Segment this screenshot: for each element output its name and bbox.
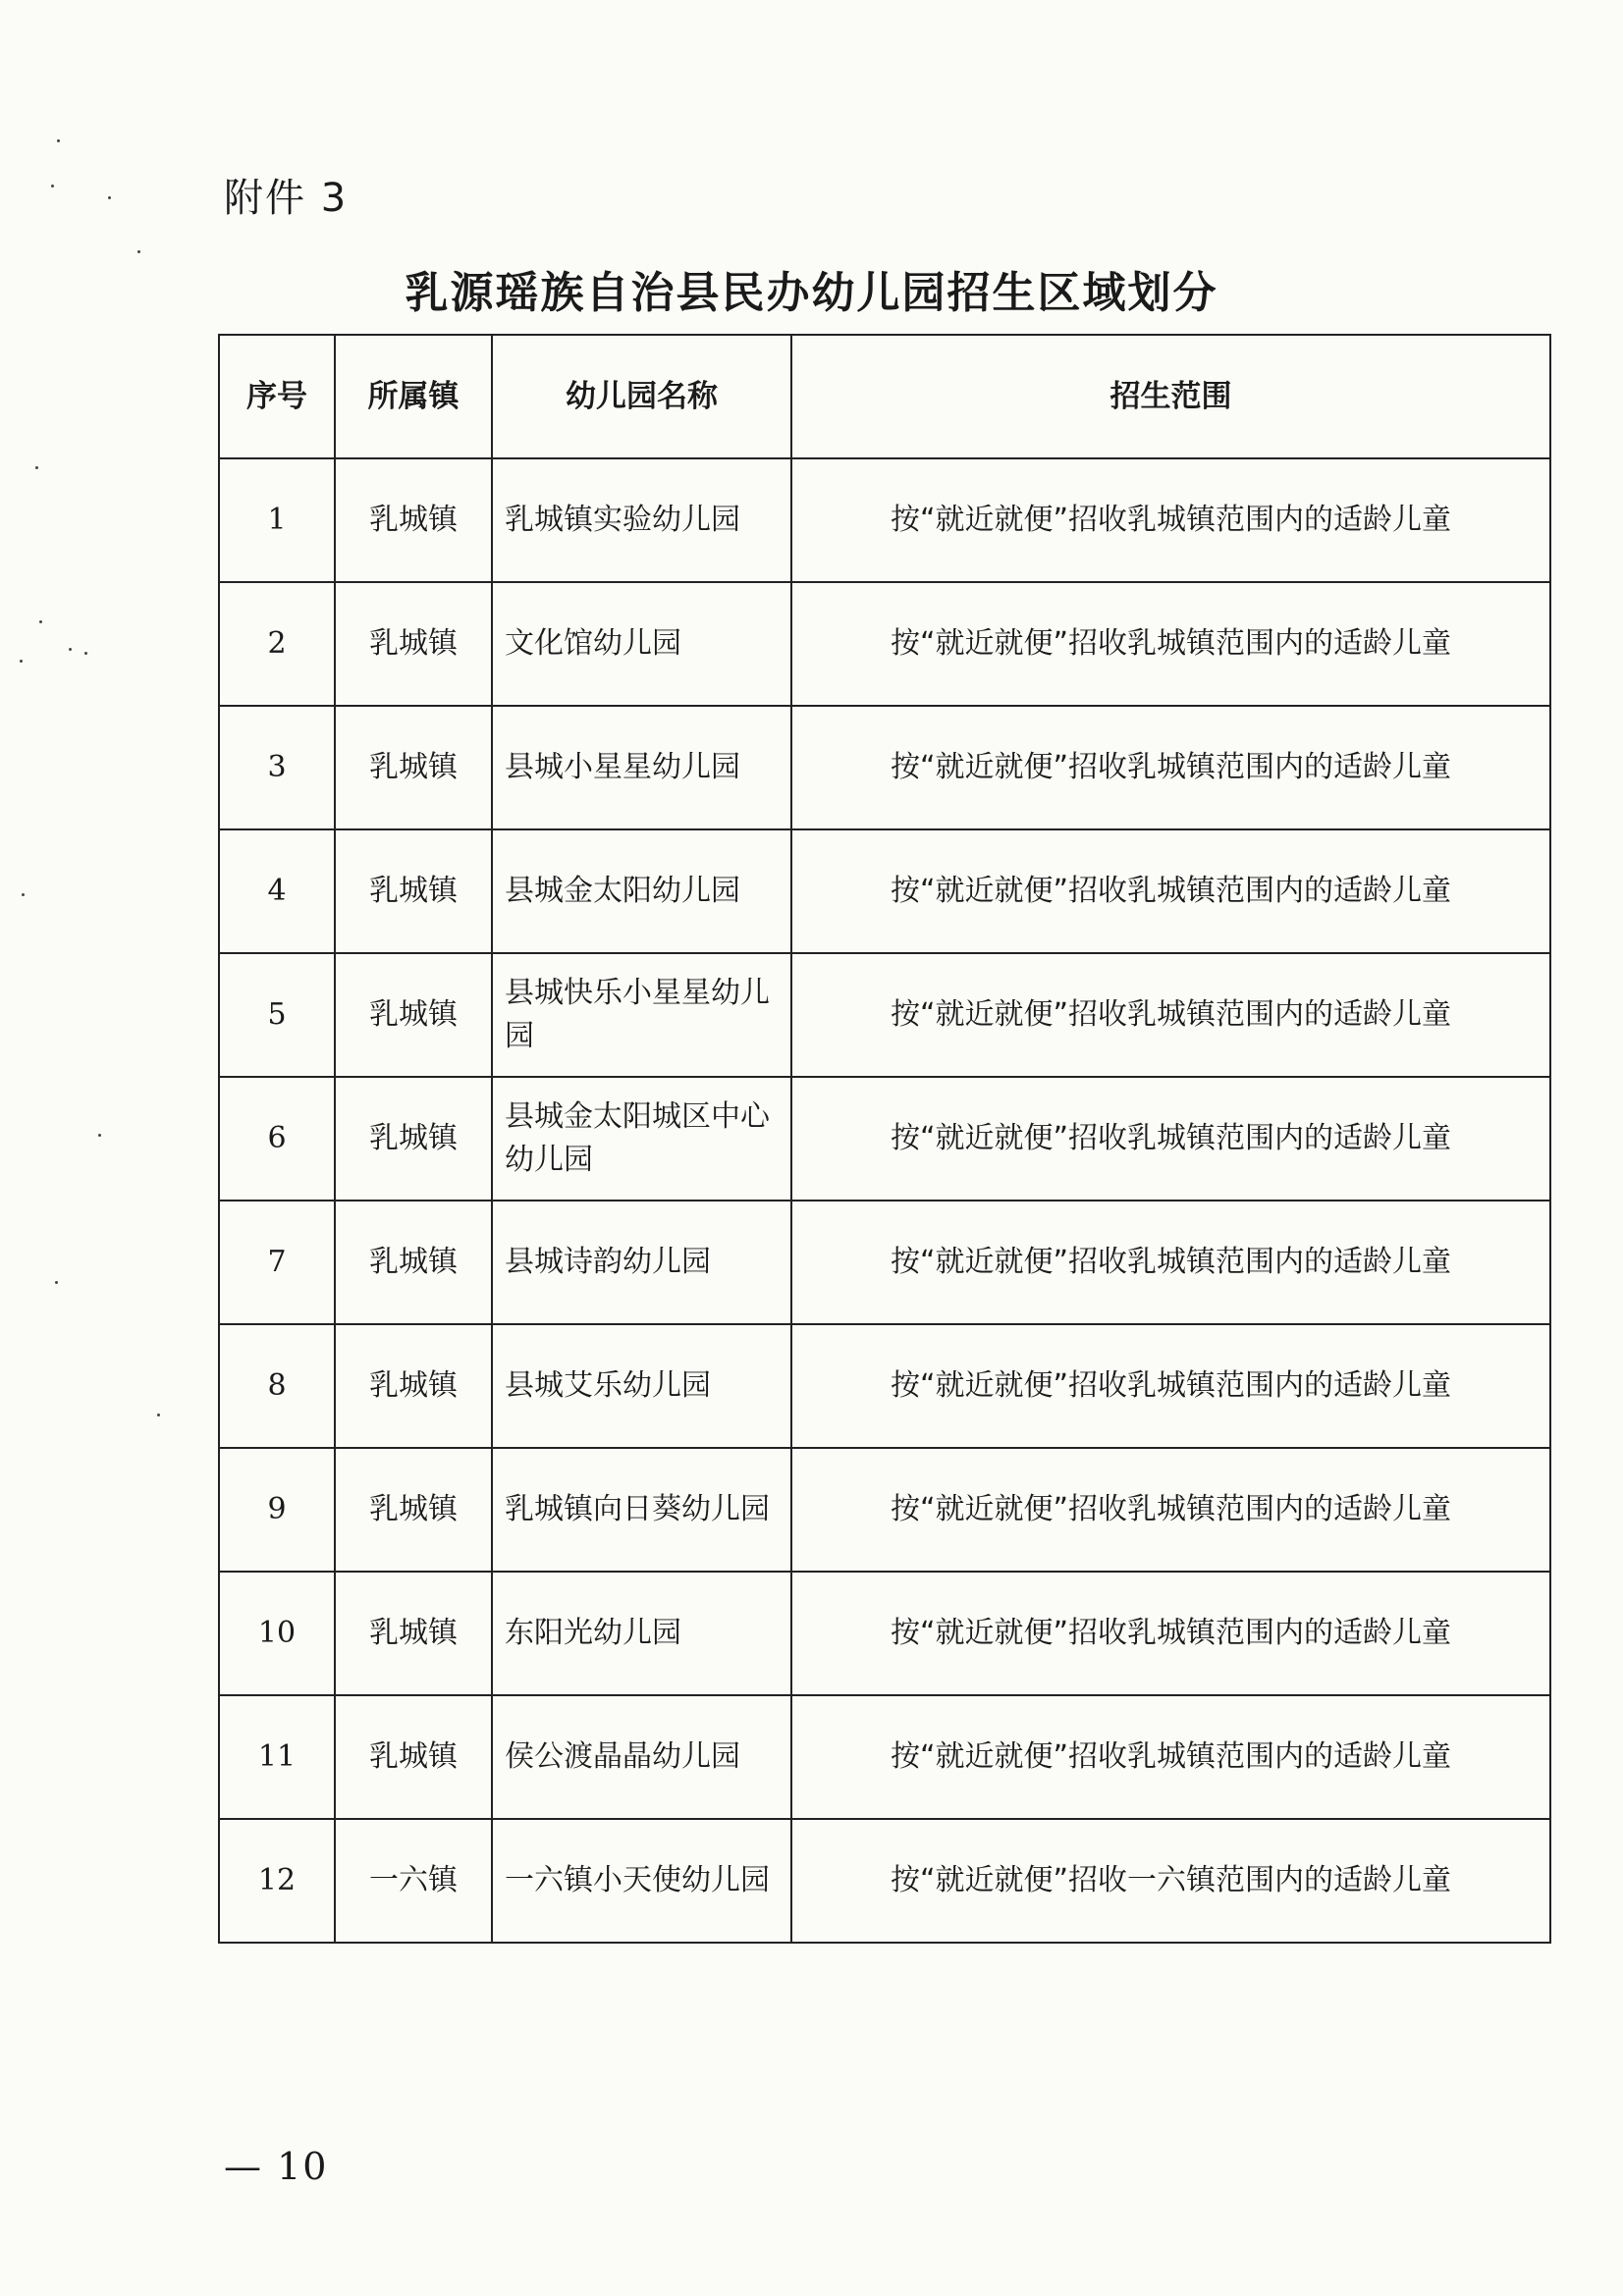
row-town: 一六镇 [335, 1819, 492, 1943]
row-serial-number: 12 [219, 1819, 335, 1943]
row-enrollment-scope: 按“就近就便”招收乳城镇范围内的适龄儿童 [791, 582, 1550, 706]
row-kindergarten-name: 乳城镇向日葵幼儿园 [492, 1448, 791, 1572]
row-kindergarten-name: 县城诗韵幼儿园 [492, 1201, 791, 1324]
header-kindergarten-name: 幼儿园名称 [492, 335, 791, 458]
row-kindergarten-name: 乳城镇实验幼儿园 [492, 458, 791, 582]
row-kindergarten-name: 侯公渡晶晶幼儿园 [492, 1695, 791, 1819]
scan-speck [69, 648, 72, 651]
row-enrollment-scope: 按“就近就便”招收乳城镇范围内的适龄儿童 [791, 1695, 1550, 1819]
scan-speck [98, 1134, 101, 1137]
row-enrollment-scope: 按“就近就便”招收乳城镇范围内的适龄儿童 [791, 458, 1550, 582]
row-town: 乳城镇 [335, 1695, 492, 1819]
row-town: 乳城镇 [335, 1201, 492, 1324]
row-serial-number: 11 [219, 1695, 335, 1819]
row-serial-number: 8 [219, 1324, 335, 1448]
row-serial-number: 9 [219, 1448, 335, 1572]
table-row [219, 1324, 1550, 1448]
row-kindergarten-name: 东阳光幼儿园 [492, 1572, 791, 1695]
row-kindergarten-name: 县城金太阳城区中心幼儿园 [492, 1077, 791, 1201]
table-body [219, 458, 1550, 1943]
row-town: 乳城镇 [335, 1448, 492, 1572]
row-serial-number: 6 [219, 1077, 335, 1201]
row-kindergarten-name: 县城艾乐幼儿园 [492, 1324, 791, 1448]
row-town: 乳城镇 [335, 1324, 492, 1448]
scan-speck [51, 185, 54, 187]
scan-speck [137, 250, 140, 253]
row-enrollment-scope: 按“就近就便”招收乳城镇范围内的适龄儿童 [791, 1448, 1550, 1572]
table-row [219, 953, 1550, 1077]
row-enrollment-scope: 按“就近就便”招收乳城镇范围内的适龄儿童 [791, 1077, 1550, 1201]
scan-speck [35, 466, 38, 469]
row-enrollment-scope: 按“就近就便”招收乳城镇范围内的适龄儿童 [791, 829, 1550, 953]
scan-speck [157, 1414, 160, 1416]
table-header-row [219, 335, 1550, 458]
row-town: 乳城镇 [335, 953, 492, 1077]
row-town: 乳城镇 [335, 582, 492, 706]
row-serial-number: 1 [219, 458, 335, 582]
document-title: 乳源瑶族自治县民办幼儿园招生区域划分 [405, 268, 1218, 318]
table-row [219, 1201, 1550, 1324]
row-serial-number: 3 [219, 706, 335, 829]
row-enrollment-scope: 按“就近就便”招收乳城镇范围内的适龄儿童 [791, 953, 1550, 1077]
row-kindergarten-name: 县城小星星幼儿园 [492, 706, 791, 829]
row-town: 乳城镇 [335, 829, 492, 953]
header-town: 所属镇 [335, 335, 492, 458]
row-enrollment-scope: 按“就近就便”招收乳城镇范围内的适龄儿童 [791, 1572, 1550, 1695]
row-enrollment-scope: 按“就近就便”招收一六镇范围内的适龄儿童 [791, 1819, 1550, 1943]
scan-speck [108, 196, 111, 199]
scan-speck [55, 1281, 58, 1284]
header-enrollment-scope: 招生范围 [791, 335, 1550, 458]
row-serial-number: 5 [219, 953, 335, 1077]
row-town: 乳城镇 [335, 458, 492, 582]
enrollment-zone-table [218, 334, 1551, 1944]
table-row [219, 706, 1550, 829]
scan-speck [20, 660, 23, 663]
row-serial-number: 2 [219, 582, 335, 706]
table-row [219, 829, 1550, 953]
table-row [219, 1695, 1550, 1819]
row-kindergarten-name: 县城快乐小星星幼儿园 [492, 953, 791, 1077]
row-enrollment-scope: 按“就近就便”招收乳城镇范围内的适龄儿童 [791, 1324, 1550, 1448]
attachment-label: 附件 3 [224, 176, 349, 221]
scan-speck [39, 620, 42, 623]
row-serial-number: 10 [219, 1572, 335, 1695]
table-row [219, 1448, 1550, 1572]
row-serial-number: 4 [219, 829, 335, 953]
scan-speck [22, 893, 25, 896]
row-kindergarten-name: 县城金太阳幼儿园 [492, 829, 791, 953]
row-town: 乳城镇 [335, 1077, 492, 1201]
table-row [219, 582, 1550, 706]
row-town: 乳城镇 [335, 706, 492, 829]
table-row [219, 458, 1550, 582]
row-kindergarten-name: 一六镇小天使幼儿园 [492, 1819, 791, 1943]
row-enrollment-scope: 按“就近就便”招收乳城镇范围内的适龄儿童 [791, 706, 1550, 829]
scan-speck [57, 139, 60, 142]
table-row [219, 1819, 1550, 1943]
table-row [219, 1077, 1550, 1201]
scan-speck [84, 652, 87, 655]
page-number: — 10 [224, 2145, 329, 2188]
row-town: 乳城镇 [335, 1572, 492, 1695]
table-row [219, 1572, 1550, 1695]
row-kindergarten-name: 文化馆幼儿园 [492, 582, 791, 706]
row-serial-number: 7 [219, 1201, 335, 1324]
header-serial-number: 序号 [219, 335, 335, 458]
row-enrollment-scope: 按“就近就便”招收乳城镇范围内的适龄儿童 [791, 1201, 1550, 1324]
